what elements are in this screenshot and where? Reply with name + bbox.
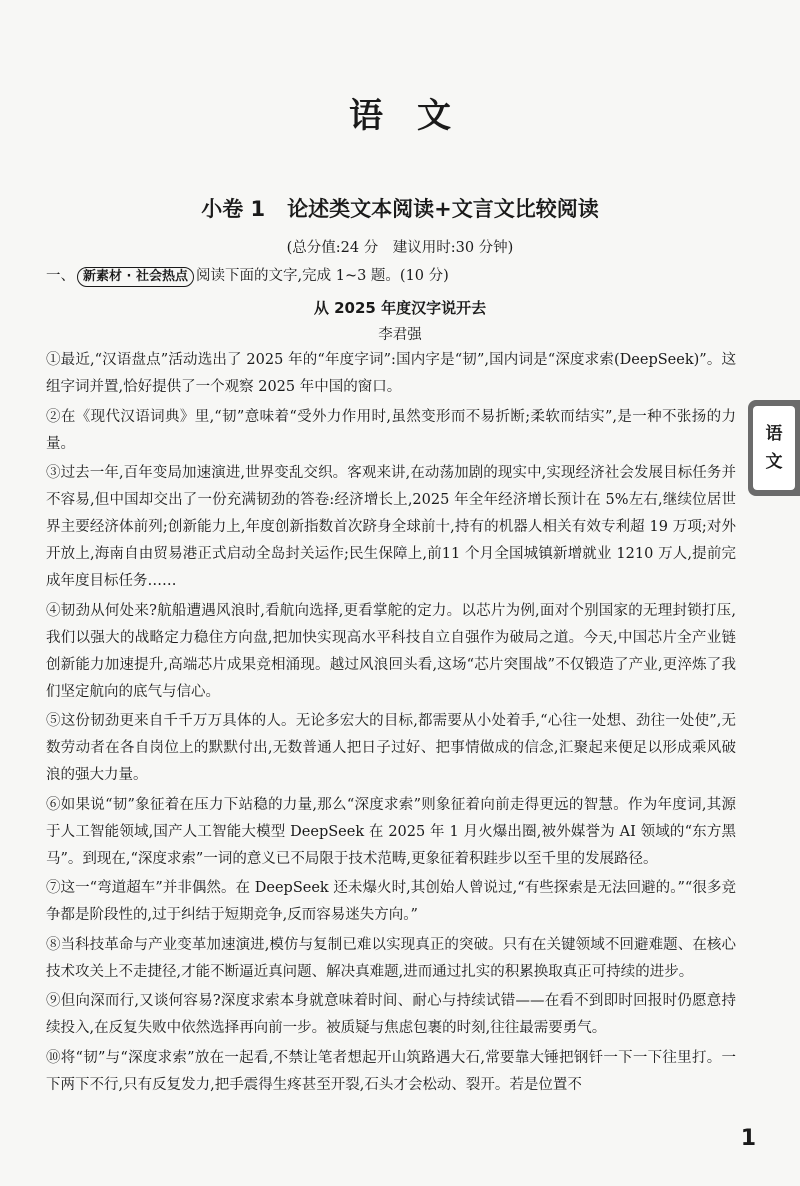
paragraph-4: ④韧劲从何处来?航船遭遇风浪时,看航向选择,更看掌舵的定力。以芯片为例,面对个别国家的无理封锁打压,我们以强大的战略定力稳住方向盘,把加快实现高水平科技自立自强作为破局之道。今天,中国芯片全产业链创新能力加速提升,高端芯片成果竞相涌现。越过风浪回头看,这场“芯片突围战”不仅锻造了产业,更淬炼了我们坚定航向的底气与信心。 xyxy=(46,602,736,700)
paragraph-10: ⑩将“韧”与“深度求索”放在一起看,不禁让笔者想起开山筑路遇大石,常要靠大锤把钢钎一下一下往里打。一下两下不行,只有反复发力,把手震得生疼甚至开裂,石头才会松动、裂开。若是位置不 xyxy=(46,1049,736,1093)
score-info: (总分值:24 分 建议用时:30 分钟) xyxy=(286,240,514,256)
article-title: 从 2025 年度汉字说开去 xyxy=(313,299,487,317)
paragraph-1: ①最近,“汉语盘点”活动选出了 2025 年的“年度字词”:国内字是“韧”,国内词是“深度求索(DeepSeek)”。这组字词并置,恰好提供了一个观察 2025 年中国的窗口。 xyxy=(46,352,736,395)
exam-number: 小卷 1 xyxy=(201,197,266,221)
book-title: 语文 xyxy=(349,96,485,136)
side-tab-char-1: 语 xyxy=(765,424,783,444)
paragraph-9: ⑨但向深而行,又谈何容易?深度求索本身就意味着时间、耐心与持续试错——在看不到即时回报时仍愿意持续投入,在反复失败中依然选择再向前一步。被质疑与焦虑包裹的时刻,往往最需要勇气。 xyxy=(46,993,736,1036)
material-tag-badge: 新素材 · 社会热点 xyxy=(77,267,194,287)
exam-title xyxy=(0,193,800,223)
paragraph-2: ②在《现代汉语词典》里,“韧”意味着“受外力作用时,虽然变形而不易折断;柔软而结实”,是一种不张扬的力量。 xyxy=(46,408,736,452)
paragraph-7: ⑦这一“弯道超车”并非偶然。在 DeepSeek 还未爆火时,其创始人曾说过,“有些探索是无法回避的。”“很多竞争都是阶段性的,过于纠结于短期竞争,反而容易迷失方向。” xyxy=(46,880,736,923)
side-tab-char-2: 文 xyxy=(765,452,783,472)
paragraph-3: ③过去一年,百年变局加速演进,世界变乱交织。客观来讲,在动荡加剧的现实中,实现经济社会发展目标任务并不容易,但中国却交出了一份充满韧劲的答卷:经济增长上,2025 年全年经济增长预计在 5%左右,继续位居世界主要经济体前列;创新能力上,年度创新指数首次跻身全球前十,持有的机器人相关有效专利超 19 万项;对外开放上,海南自由贸易港正式启动全岛封关运作;民生保障上,前11 个月全国城镇新增就业 1210 万人,提前完成年度目标任务…… xyxy=(46,465,736,589)
exam-title-text: 论述类文本阅读+文言文比较阅读 xyxy=(287,197,599,221)
instruction-line xyxy=(46,265,756,287)
page-number: 1 xyxy=(740,1126,756,1151)
paragraph-6: ⑥如果说“韧”象征着在压力下站稳的力量,那么“深度求索”则象征着向前走得更远的智慧。作为年度词,其源于人工智能领域,国产人工智能大模型 DeepSeek 在 2025 年 1 月火爆出圈,被外媒誉为 AI 领域的“东方黑马”。到现在,“深度求索”一词的意义已不局限于技术范畴,更象征着积跬步以至千里的发展路径。 xyxy=(46,796,736,867)
subject-side-tab xyxy=(748,400,800,496)
article-author: 李君强 xyxy=(378,327,422,343)
instruction-prefix: 一、 xyxy=(46,268,75,284)
instruction-text: 阅读下面的文字,完成 1~3 题。(10 分) xyxy=(196,268,449,284)
subject-side-tab-label xyxy=(753,406,795,490)
paragraph-8: ⑧当科技革命与产业变革加速演进,模仿与复制已难以实现真正的突破。只有在关键领域不回避难题、在核心技术攻关上不走捷径,才能不断逼近真问题、解决真难题,进而通过扎实的积累换取真正可持续的进步。 xyxy=(46,936,736,980)
article-body xyxy=(46,347,736,1101)
paragraph-5: ⑤这份韧劲更来自千千万万具体的人。无论多宏大的目标,都需要从小处着手,“心往一处想、劲往一处使”,无数劳动者在各自岗位上的默默付出,无数普通人把日子过好、把事情做成的信念,汇聚起来便足以形成乘风破浪的强大力量。 xyxy=(46,713,736,783)
